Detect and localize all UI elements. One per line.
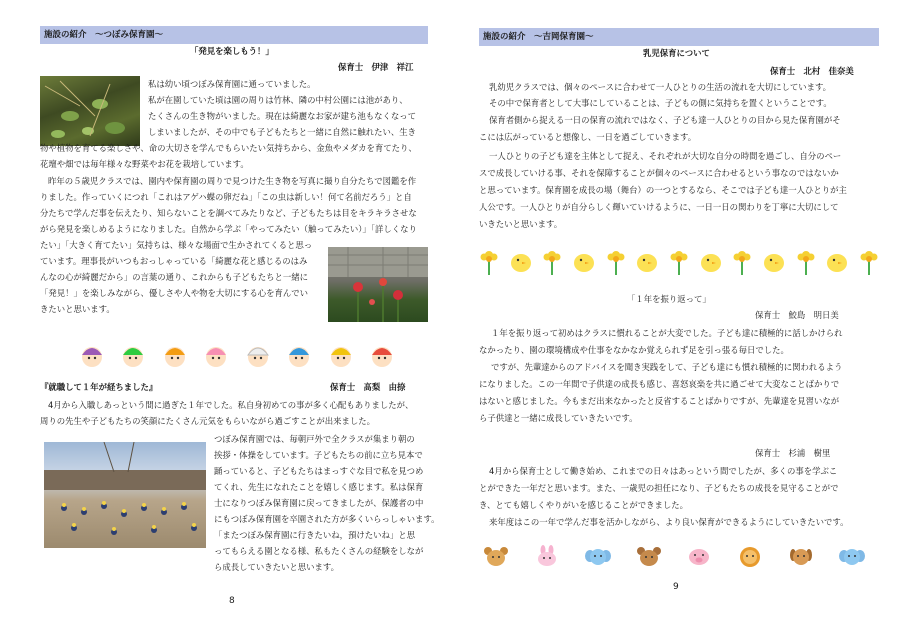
page-number-left: 8	[229, 596, 235, 606]
right-article3-author: 保育士 杉浦 樹里	[755, 448, 831, 458]
right-page	[455, 0, 910, 644]
animals-decoration	[483, 544, 865, 568]
body-text-line: 乳幼児クラスでは、個々のペースに合わせて一人ひとりの生活の流れを大切にしています。	[489, 82, 832, 92]
body-text-line: なかったり、園の環境構成や仕事をなかなか覚えられず足を引っ張る毎日でした。	[479, 345, 789, 355]
bear-icon	[636, 545, 662, 567]
mouse-icon	[483, 545, 509, 567]
body-text-line: がら発見を楽しめるようになりました。自然から学ぶ「やってみたい（触ってみたい）」「詳しくなり	[40, 224, 417, 234]
left-section-header: 施設の紹介 ～つぼみ保育園～	[40, 26, 428, 44]
child-face-icon	[202, 341, 230, 369]
body-text-line: 花壇や畑では毎年様々な野菜やお花を栽培しています。	[40, 159, 249, 169]
lion-icon	[737, 545, 763, 567]
article1-title: 「発見を楽しもう！」	[190, 46, 274, 56]
body-text-line: 私が在園していた頃は園の周りは竹林、隣の中村公園には池があり、	[148, 95, 408, 105]
body-text-line: つぼみ保育園では、毎朝戸外で全クラスが集まり朝の	[214, 434, 415, 444]
body-text-line: 私は幼い頃つぼみ保育園に通っていました。	[148, 79, 316, 89]
child-face-icon	[161, 341, 189, 369]
body-text-line: こには広がっていると想像し、一日を過ごしていきます。	[479, 132, 697, 142]
pig-icon	[686, 545, 712, 567]
body-text-line: 人公です。一人ひとりが自分らしく輝いていけるように、一日一日の関わりを丁寧に大切にして	[479, 202, 839, 212]
body-text-line: いきたいと思います。	[479, 219, 563, 229]
body-text-line: 4月から保育士として働き始め、これまでの日々はあっという間でしたが、多くの事を学ぶこ	[489, 466, 838, 476]
child-face-icon	[285, 341, 313, 369]
body-text-line: ています。理事長がいつもおっしゃっている「綺麗な花と感じるのはみ	[40, 256, 308, 266]
child-face-icon	[244, 341, 272, 369]
red-flower-photo	[328, 247, 428, 322]
flower-icon	[540, 247, 564, 275]
body-text-line: と思っています。保育園を成長の場（舞台）の一つとするなら、そこでは子ども達一人ひとりが主	[479, 185, 847, 195]
body-text-line: 踊っていると、子どもたちはまっすぐな目で私を見つめ	[214, 466, 424, 476]
body-text-line: りました。作っていくにつれ「これはアゲハ蝶の卵だね」「この虫は新しい！何て名前だろう」と自	[40, 192, 412, 202]
chick-icon	[760, 247, 788, 275]
body-text-line: たくさんの生き物がいました。現在は綺麗なお家が建ち池もなくなって	[148, 111, 416, 121]
body-text-line: とができた一年だと思います。また、一歳児の担任になり、子どもたちの成長を見守ることがで	[479, 483, 839, 493]
body-text-line: ってもらえる園となる様、私もたくさんの経験をしなが	[214, 546, 424, 556]
chick-icon	[507, 247, 535, 275]
child-face-icon	[368, 341, 396, 369]
children-faces-decoration	[78, 340, 396, 370]
child-face-icon	[78, 341, 106, 369]
chick-icon	[633, 247, 661, 275]
chick-icon	[697, 247, 725, 275]
body-text-line: 保育者側から捉える一日の保育の流れではなく、子ども達一人ひとりの目から見た保育園がそ	[489, 115, 841, 125]
right-article2-title: 「１年を振り返って」	[627, 294, 711, 304]
body-text-line: にもつぼみ保育園を卒園された方が多くいらっしゃいます。	[214, 514, 440, 524]
body-text-line: たい」「大きく育てたい」気持ちは、様々な場面で生かされてくると思っ	[40, 240, 313, 250]
page-number-right: 9	[673, 582, 679, 592]
body-text-line: 分たちで学んだ事を伝えたり、知らないことを調べてみたりなど、子どもたちは目をキラキラさせな	[40, 208, 417, 218]
morning-exercise-photo	[44, 442, 206, 548]
elephant-icon	[585, 545, 611, 567]
body-text-line: 物や植物を育てる楽しさや、命の大切さを学んでもらいたい気持ちから、金魚やメダカを育てたり、	[40, 143, 417, 153]
chick-flower-decoration	[477, 246, 881, 276]
article1-author: 保育士 伊津 祥江	[338, 62, 414, 72]
flower-icon	[794, 247, 818, 275]
rabbit-icon	[534, 545, 560, 567]
article2-title: 『就職して１年が経ちました』	[40, 382, 158, 392]
right-section-header: 施設の紹介 ～吉岡保育園～	[479, 28, 879, 46]
body-text-line: １年を振り返って初めはクラスに慣れることが大変でした。子ども達に積極的に話しかけられ	[491, 328, 843, 338]
flower-icon	[857, 247, 881, 275]
body-text-line: その中で保育者として大事にしていることは、子どもの側に気持ちを置くということです。	[489, 98, 832, 108]
body-text-line: になりました。この一年間で子供達の成長も感じ、喜怒哀楽を共に過ごせて大変なことばかりで	[479, 379, 840, 389]
body-text-line: 昨年の５歳児クラスでは、園内や保育園の周りで見つけた生き物を写真に撮り自分たちで図鑑を作	[48, 176, 417, 186]
body-text-line: 来年度はこの一年で学んだ事を活かしながら、より良い保育ができるようにしていきたいです。	[489, 517, 849, 527]
flower-icon	[477, 247, 501, 275]
body-text-line: しまいましたが、その中でも子どもたちと一緒に自然に触れたい、生き	[148, 127, 416, 137]
body-text-line: きたいと思います。	[40, 304, 115, 314]
right-article2-author: 保育士 鮫島 明日美	[755, 310, 839, 320]
body-text-line: はないと感じました。今もまだ出来なかったと反省することばかりですが、先輩達を見習いなが	[479, 396, 840, 406]
right-article1-title: 乳児保育について	[643, 48, 710, 58]
body-text-line: スで成長していける事、それを保障することが個々のペースに合わせるという事なのではないか	[479, 168, 839, 178]
child-face-icon	[119, 341, 147, 369]
body-text-line: てくれ、先生になれたことを嬉しく感じます。私は保育	[214, 482, 424, 492]
article2-author: 保育士 髙梨 由捺	[330, 382, 406, 392]
right-article1-author: 保育士 北村 佳奈美	[770, 66, 854, 76]
body-text-line: 士になりつぼみ保育園に戻ってきましたが、保護者の中	[214, 498, 424, 508]
flower-icon	[730, 247, 754, 275]
body-text-line: 「またつぼみ保育園に行きたいね，預けたいね」と思	[214, 530, 415, 540]
dog-icon	[788, 545, 814, 567]
body-text-line: き、とても嬉しくやりがいを感じることができました。	[479, 500, 689, 510]
elephant-icon	[839, 545, 865, 567]
flower-icon	[667, 247, 691, 275]
body-text-line: 4月から入職しあっという間に過ぎた１年でした。私自身初めての事が多く心配もありましたが、	[48, 400, 414, 410]
body-text-line: ですが、先輩達からのアドバイスを聞き実践をして、子ども達にも慣れ積極的に関われるよう	[491, 362, 843, 372]
body-text-line: んなの心が綺麗だから」の言葉の通り、これからも子どもたちと一緒に	[40, 272, 308, 282]
pond-plant-photo	[40, 76, 140, 146]
body-text-line: ら成長していきたいと思います。	[214, 562, 339, 572]
body-text-line: 周りの先生や子どもたちの笑顔にたくさん元気をもらいながら過ごすことが出来ました。	[40, 416, 375, 426]
child-face-icon	[327, 341, 355, 369]
chick-icon	[823, 247, 851, 275]
body-text-line: 「発見！」を楽しみながら、優しさや人や物を大切にする心を育んでい	[40, 288, 308, 298]
body-text-line: 挨拶・体操をしています。子どもたちの前に立ち見本で	[214, 450, 423, 460]
body-text-line: 一人ひとりの子ども達を主体として捉え、それぞれが大切な自分の時間を過ごし、自分のペー	[489, 151, 842, 161]
chick-icon	[570, 247, 598, 275]
body-text-line: ら子供達と一緒に成長していきたいです。	[479, 413, 638, 423]
flower-icon	[604, 247, 628, 275]
